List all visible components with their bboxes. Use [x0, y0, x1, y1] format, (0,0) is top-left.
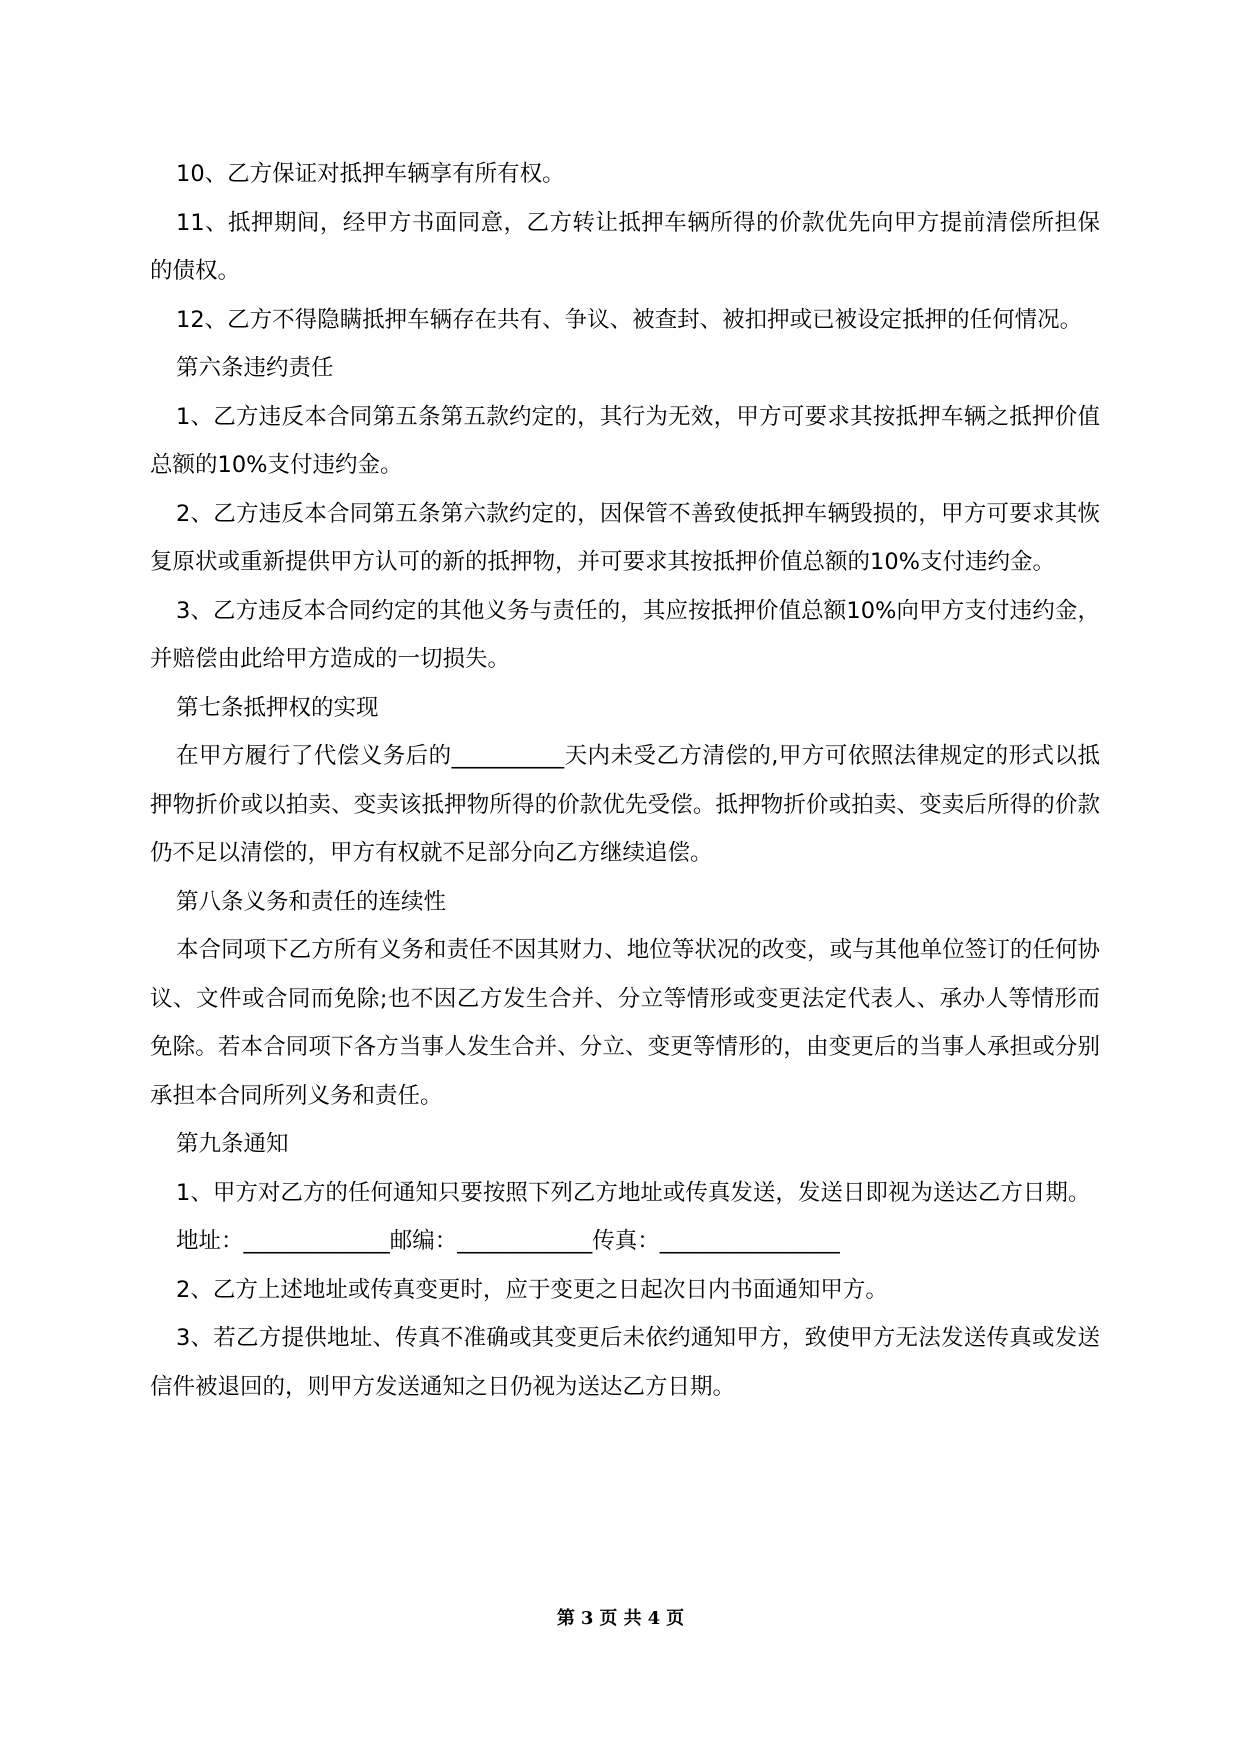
clause-12: 12、乙方不得隐瞒抵押车辆存在共有、争议、被查封、被扣押或已被设定抵押的任何情况。 — [176, 306, 1083, 333]
continuity-paragraph: 本合同项下乙方所有义务和责任不因其财力、地位等状况的改变，或与其他单位签订的任何协议、文件或合同而免除;也不因乙方发生合并、分立等情形或变更法定代表人、承办人等情形而免除。若本合同项下各方当事人发生合并、分立、变更等情形的，由变更后的当事人承担或分别承担本合同所列义务和责任。 — [150, 937, 1100, 1109]
notice-item-3: 3、若乙方提供地址、传真不准确或其变更后未依约通知甲方，致使甲方无法发送传真或发送信件被退回的，则甲方发送通知之日仍视为送达乙方日期。 — [150, 1325, 1100, 1400]
clause-11: 11、抵押期间，经甲方书面同意，乙方转让抵押车辆所得的价款优先向甲方提前清偿所担保的债权。 — [150, 209, 1100, 284]
section-heading-7: 第七条抵押权的实现 — [176, 694, 379, 721]
document-body — [150, 150, 1100, 1411]
section-heading-6: 第六条违约责任 — [176, 355, 334, 381]
liability-item-2: 2、乙方违反本合同第五条第六款约定的，因保管不善致使抵押车辆毁损的，甲方可要求其恢复原状或重新提供甲方认可的新的抵押物，并可要求其按抵押价值总额的10%支付违约金。 — [150, 500, 1100, 575]
current-page-number: 3 — [580, 1608, 594, 1629]
footer-prefix: 第 — [556, 1608, 575, 1629]
notice-item-1: 1、甲方对乙方的任何通知只要按照下列乙方地址或传真发送，发送日即视为送达乙方日期。 — [176, 1179, 1091, 1206]
notice-item-2: 2、乙方上述地址或传真变更时，应于变更之日起次日内书面通知甲方。 — [176, 1276, 888, 1303]
clause-10: 10、乙方保证对抵押车辆享有所有权。 — [176, 161, 565, 187]
enforcement-paragraph: 在甲方履行了代偿义务后的__________天内未受乙方清偿的,甲方可依照法律规定的形式以抵押物折价或以拍卖、变卖该抵押物所得的价款优先受偿。抵押物折价或拍卖、变卖后所得的价款仍不足以清偿的，甲方有权就不足部分向乙方继续追偿。 — [150, 743, 1100, 866]
footer-middle: 页 共 — [599, 1608, 642, 1629]
section-heading-8: 第八条义务和责任的连续性 — [176, 888, 447, 915]
liability-item-1: 1、乙方违反本合同第五条第五款约定的，其行为无效，甲方可要求其按抵押车辆之抵押价值总额的10%支付违约金。 — [150, 403, 1100, 478]
page-footer — [0, 1604, 1241, 1630]
total-pages-number: 4 — [647, 1608, 661, 1629]
liability-item-3: 3、乙方违反本合同约定的其他义务与责任的，其应按抵押价值总额10%向甲方支付违约金，并赔偿由此给甲方造成的一切损失。 — [150, 597, 1100, 672]
address-fields-line: 地址：_____________邮编：____________传真：________________ — [176, 1228, 840, 1254]
footer-suffix: 页 — [666, 1608, 685, 1629]
section-heading-9: 第九条通知 — [176, 1131, 289, 1157]
